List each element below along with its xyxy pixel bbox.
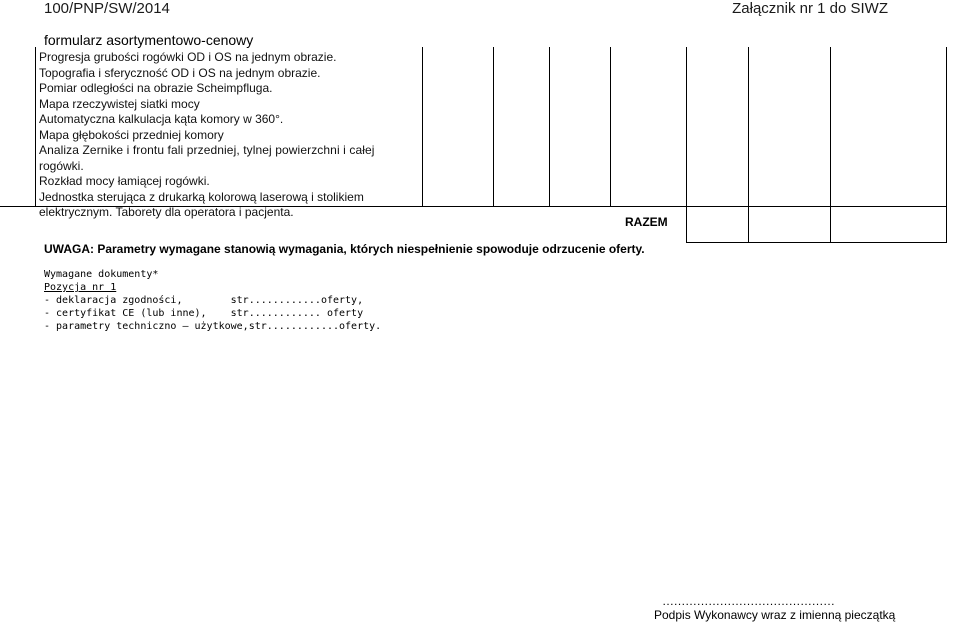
required-documents xyxy=(44,268,381,333)
documents-position: Pozycja nr 1 xyxy=(44,282,117,293)
table-col-divider xyxy=(493,47,494,206)
requirements-warning: UWAGA: Parametry wymagane stanowią wymagania, których niespełnienie spowoduje odrzucenie oferty. xyxy=(44,242,645,256)
description-line: Pomiar odległości na obrazie Scheimpfluga. xyxy=(39,81,273,95)
description-line: Rozkład mocy łamiącej rogówki. xyxy=(39,174,210,188)
description-line: Jednostka sterująca z drukarką kolorową laserową i stolikiem xyxy=(39,189,364,204)
attachment-label: Załącznik nr 1 do SIWZ xyxy=(732,0,888,17)
description-line: Mapa rzeczywistej siatki mocy xyxy=(39,96,200,111)
description-line: Progresja grubości rogówki OD i OS na jednym obrazie. xyxy=(39,50,337,64)
table-col-divider xyxy=(686,47,687,242)
description-line: Mapa głębokości przedniej komory xyxy=(39,127,224,142)
signature-line: ……………………………………… xyxy=(662,594,835,608)
table-col-divider xyxy=(610,47,611,206)
table-col-divider xyxy=(422,47,423,206)
document-item: - certyfikat CE (lub inne), str............ oferty xyxy=(44,308,364,319)
equipment-description xyxy=(39,50,419,221)
description-line: rogówki. xyxy=(39,158,84,173)
document-item: - deklaracja zgodności, str............oferty, xyxy=(44,295,364,306)
documents-heading: Wymagane dokumenty* xyxy=(44,269,159,280)
signature-label: Podpis Wykonawcy wraz z imienną pieczątką xyxy=(654,608,896,622)
form-title: formularz asortymentowo-cenowy xyxy=(44,32,254,48)
description-line: Automatyczna kalkulacja kąta komory w 360°. xyxy=(39,112,284,126)
document-reference: 100/PNP/SW/2014 xyxy=(44,0,170,17)
table-bottom-border xyxy=(686,242,947,243)
description-line: Analiza Zernike i frontu fali przedniej, tylnej powierzchni i całej xyxy=(39,143,375,157)
document-item: - parametry techniczno – użytkowe,str............oferty. xyxy=(44,321,382,332)
description-line: elektrycznym. Taborety dla operatora i pacjenta. xyxy=(39,205,294,219)
table-border-left xyxy=(35,47,36,206)
table-col-divider xyxy=(549,47,550,206)
table-col-divider xyxy=(748,47,749,242)
table-border-right xyxy=(946,47,947,242)
description-line: Topografia i sferyczność OD i OS na jednym obrazie. xyxy=(39,65,321,80)
total-label: RAZEM xyxy=(625,215,668,229)
table-col-divider xyxy=(830,47,831,242)
